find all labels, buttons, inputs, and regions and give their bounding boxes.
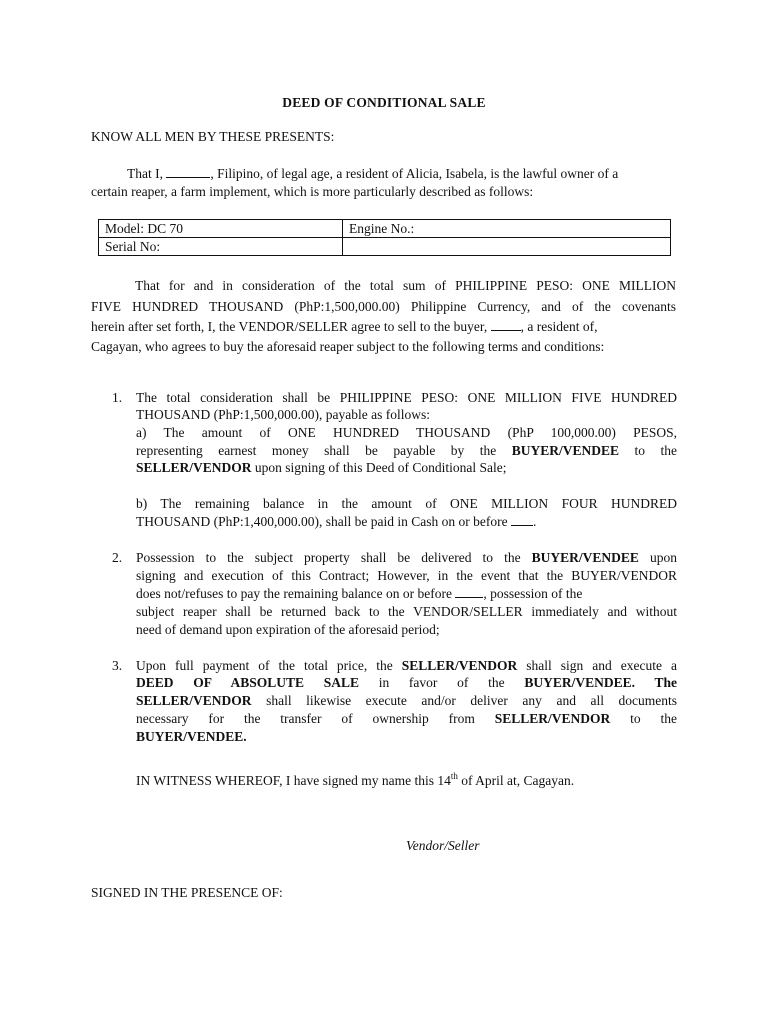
para1-line1 [127,165,673,183]
para2-line2: FIVE HUNDRED THOUSAND (PhP:1,500,000.00) Philippine Currency, and of the covenants [91,299,676,314]
item1-seller-bold: SELLER/VENDOR [136,460,252,475]
item3-seller-bold: SELLER/VENDOR [401,658,518,673]
item3-line2 [136,674,677,692]
table-row [99,220,671,238]
item2-line3-b: , possession of the [483,586,583,601]
item3-line5: BUYER/VENDEE. [136,729,247,744]
item3-number: 3. [112,658,123,673]
item3-line3-b: shall likewise execute and/or deliver any and all documents [251,693,677,708]
witnesses-heading: SIGNED IN THE PRESENCE OF: [91,885,283,900]
owner-name-blank [166,166,210,178]
item2-buyer-bold: BUYER/VENDEE [531,550,639,565]
item2-line2: signing and execution of this Contract; However, in the event that the BUYER/VENDOR [136,568,677,583]
item2-number: 2. [112,550,123,565]
item3-line3 [136,692,677,710]
para2-line3 [91,318,677,336]
due-date-blank [511,514,533,526]
para2-line3-text-a: herein after set forth, I, the VENDOR/SELLER agree to sell to the buyer, [91,319,491,334]
item1-number: 1. [112,390,123,405]
item1-line4-a: representing earnest money shall be payable by the [136,443,512,458]
item1-line5-b: upon signing of this Deed of Conditional Sale; [251,460,507,475]
day-ordinal-suffix: th [450,770,458,781]
item3-line4-c: to the [610,711,677,726]
para2-line3-text-b: , a resident of, [520,319,598,334]
item1-line5 [136,459,507,477]
item2-line3 [136,585,677,603]
item1-buyer-bold: BUYER/VENDEE [511,443,620,458]
para2-line4: Cagayan, who agrees to buy the aforesaid reaper subject to the following terms and conditions: [91,339,605,354]
item1-line4-c: to the [619,443,677,458]
item1-line6: b) The remaining balance in the amount of ONE MILLION FOUR HUNDRED [136,496,677,511]
buyer-name-blank [491,319,521,331]
table-row [99,238,671,256]
item3-line1 [136,657,677,675]
reaper-description-table [98,219,671,256]
item2-line5: need of demand upon expiration of the aforesaid period; [136,622,440,637]
item2-line1 [136,549,677,567]
item3-line1-c: shall sign and execute a [517,658,677,673]
item3-line1-a: Upon full payment of the total price, the [136,658,402,673]
item2-line1-c: upon [638,550,678,565]
preamble: KNOW ALL MEN BY THESE PRESENTS: [91,129,335,144]
item3-seller-bold-2: SELLER/VENDOR [136,693,252,708]
para2-line1: That for and in consideration of the total sum of PHILIPPINE PESO: ONE MILLION [135,278,676,293]
deadline-blank [455,586,483,598]
item1-line2: THOUSAND (PhP:1,500,000.00), payable as follows: [136,407,430,422]
item2-line1-a: Possession to the subject property shall be delivered to the [136,550,532,565]
item1-line7-a: THOUSAND (PhP:1,400,000.00), shall be paid in Cash on or before [136,514,511,529]
serial-cell: Serial No: [99,238,343,256]
serial-value-cell [343,238,671,256]
item1-line3: a) The amount of ONE HUNDRED THOUSAND (PhP 100,000.00) PESOS, [136,425,677,440]
witness-clause [136,772,574,790]
para1-text-a: That I, [127,166,167,181]
item1-line7 [136,513,536,531]
signature-label: Vendor/Seller [406,838,480,853]
item3-line2-d: The [635,675,677,690]
document-title: DEED OF CONDITIONAL SALE [282,95,486,110]
deed-of-absolute-sale-bold: DEED OF ABSOLUTE SALE [136,675,359,690]
engine-cell: Engine No.: [343,220,671,238]
item2-line3-a: does not/refuses to pay the remaining balance on or before [136,586,456,601]
witness-text-a: IN WITNESS WHEREOF, I have signed my name this 14 [136,773,451,788]
item3-line4-a: necessary for the transfer of ownership from [136,711,495,726]
model-cell: Model: DC 70 [99,220,343,238]
item1-line4 [136,442,677,460]
item3-buyer-bold: BUYER/VENDEE. [524,675,635,690]
item3-line2-b: in favor of the [358,675,525,690]
witness-text-b: of April at, Cagayan. [457,773,575,788]
para1-line2: certain reaper, a farm implement, which is more particularly described as follows: [91,184,534,199]
item1-line1: The total consideration shall be PHILIPPINE PESO: ONE MILLION FIVE HUNDRED [136,390,677,405]
para1-text-b: , Filipino, of legal age, a resident of Alicia, Isabela, is the lawful owner of a [210,166,619,181]
item1-line7-b: . [532,514,537,529]
item3-seller-bold-3: SELLER/VENDOR [494,711,611,726]
item3-line4 [136,710,677,728]
item2-line4: subject reaper shall be returned back to the VENDOR/SELLER immediately and without [136,604,677,619]
